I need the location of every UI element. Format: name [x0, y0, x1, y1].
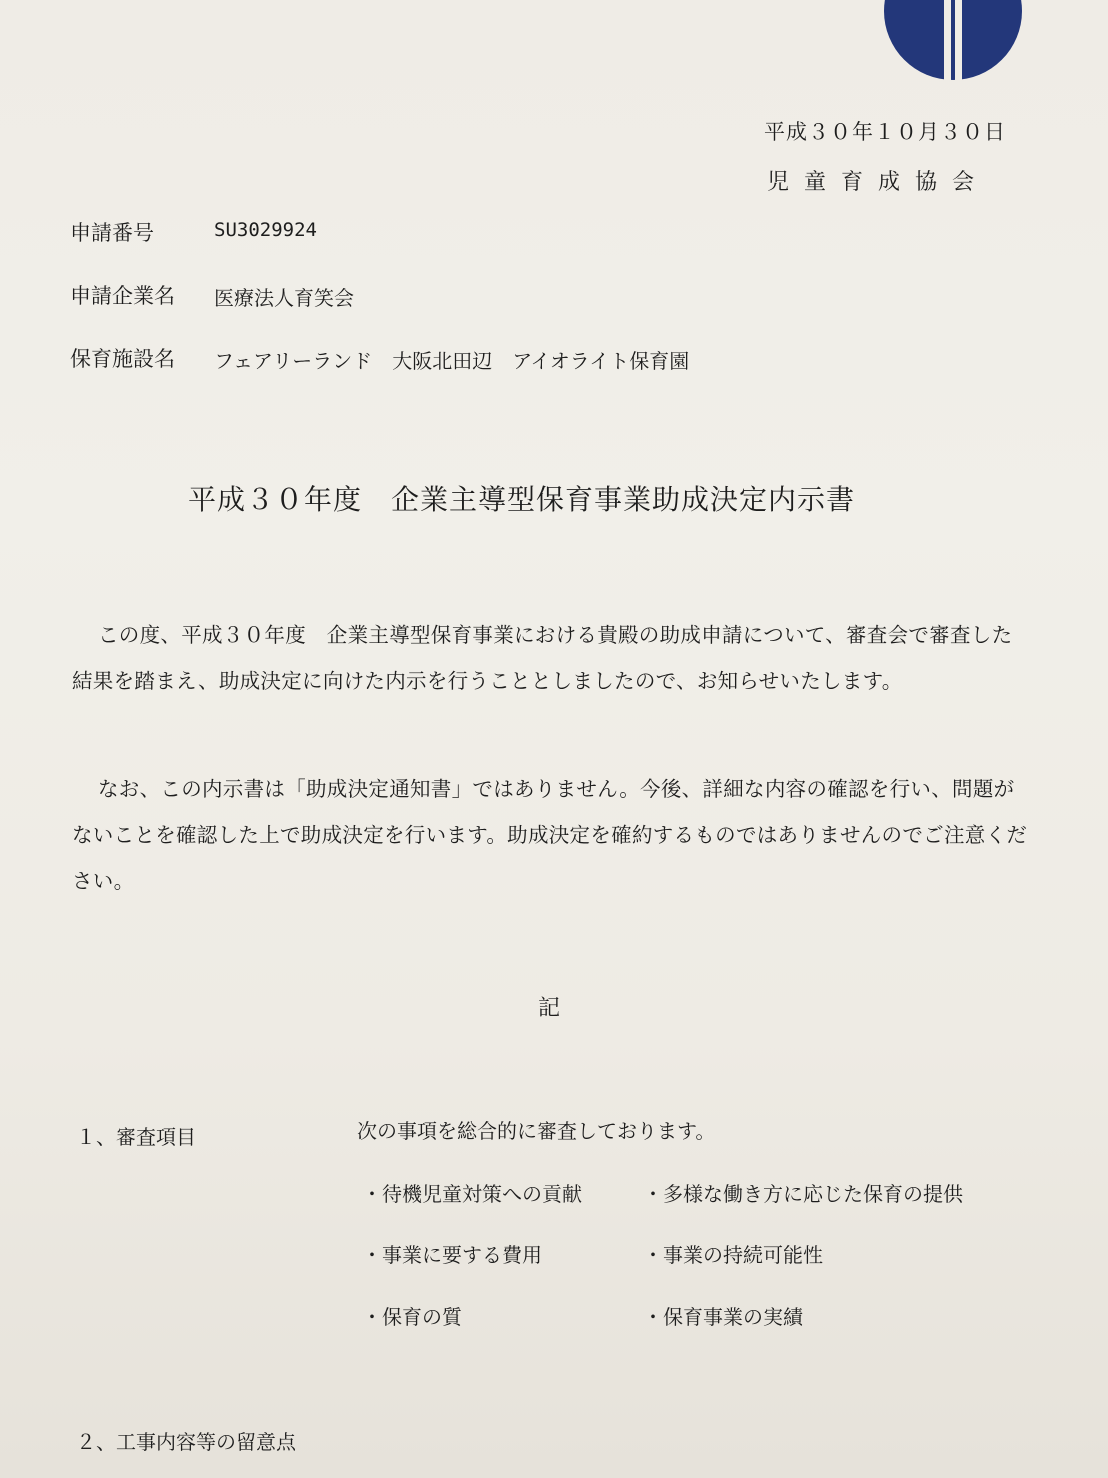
- facility-name-label: 保育施設名: [70, 347, 175, 371]
- company-name-value: 医療法人育笑会: [214, 286, 354, 310]
- document-date: 平成３０年１０月３０日: [764, 120, 1006, 144]
- review-item: ・保育事業の実績: [643, 1305, 803, 1329]
- review-item: ・待機児童対策への貢献: [362, 1182, 582, 1206]
- section-1-intro: 次の事項を総合的に審査しております。: [357, 1119, 716, 1143]
- review-item: ・保育の質: [362, 1305, 462, 1329]
- issuing-organization: 児童育成協会: [767, 170, 990, 195]
- document-title: 平成３０年度 企業主導型保育事業助成決定内示書: [188, 483, 856, 516]
- application-number-label: 申請番号: [70, 221, 154, 245]
- review-item: ・事業に要する費用: [362, 1243, 542, 1267]
- company-name-label: 申請企業名: [70, 284, 175, 308]
- ki-heading: 記: [538, 996, 561, 1021]
- body-paragraph-2: なお、この内示書は「助成決定通知書」ではありません。今後、詳細な内容の確認を行い、問題がないことを確認した上で助成決定を行います。助成決定を確約するものではありませんのでご注意ください。: [72, 777, 1028, 893]
- review-item: ・多様な働き方に応じた保育の提供: [643, 1182, 963, 1206]
- section-2-heading: ２、工事内容等の留意点: [76, 1430, 296, 1454]
- facility-name-value: フェアリーランド 大阪北田辺 アイオライト保育園: [214, 349, 690, 373]
- body-paragraph-1: この度、平成３０年度 企業主導型保育事業における貴殿の助成申請について、審査会で審査した結果を踏まえ、助成決定に向けた内示を行うこととしましたので、お知らせいたします。: [72, 623, 1013, 693]
- review-item: ・事業の持続可能性: [643, 1243, 823, 1267]
- application-number-value: SU3029924: [214, 219, 317, 241]
- organization-logo: [884, 0, 1022, 80]
- section-1-heading: １、審査項目: [76, 1125, 196, 1149]
